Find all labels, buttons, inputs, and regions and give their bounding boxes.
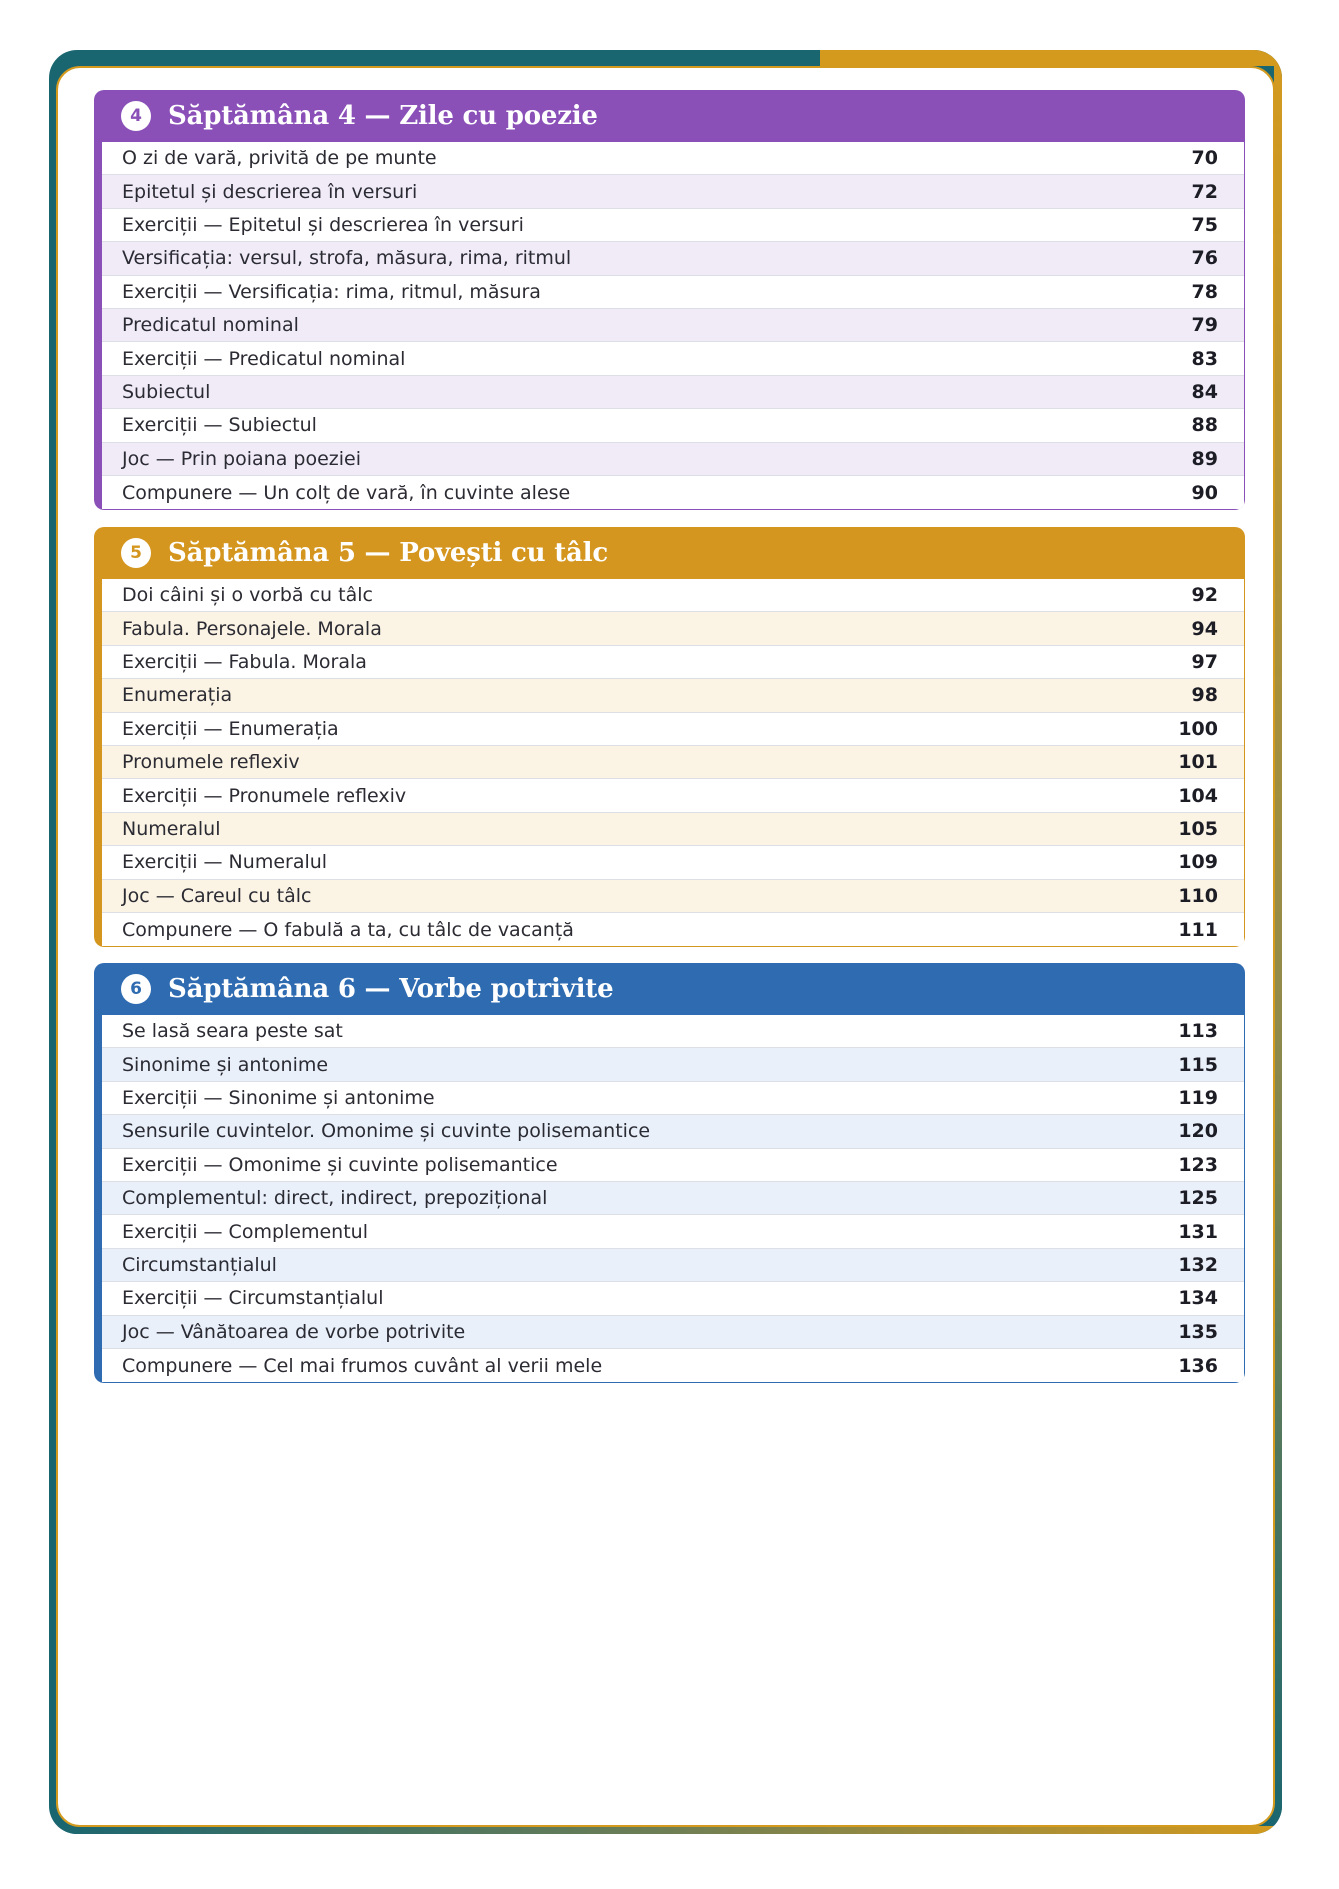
entry-page: 94	[1191, 617, 1218, 640]
entry-title: Doi câini și o vorbă cu tâlc	[122, 584, 373, 607]
section-entries	[94, 1015, 1245, 1383]
toc-entry[interactable]	[102, 1316, 1244, 1349]
entry-page: 115	[1178, 1053, 1218, 1076]
entry-page: 131	[1178, 1220, 1218, 1243]
entry-page: 132	[1178, 1253, 1218, 1276]
frame-bottom-edge	[49, 1826, 1282, 1834]
entry-title: Exerciții — Sinonime și antonime	[122, 1086, 435, 1109]
entry-title: Joc — Prin poiana poeziei	[122, 447, 361, 470]
entry-page: 70	[1191, 147, 1218, 170]
section-header	[94, 90, 1245, 142]
toc-entry[interactable]	[102, 1082, 1244, 1115]
entry-page: 134	[1178, 1287, 1218, 1310]
entry-title: Subiectul	[122, 380, 211, 403]
entry-page: 119	[1178, 1086, 1218, 1109]
toc-entry[interactable]	[102, 746, 1244, 779]
entry-page: 72	[1191, 180, 1218, 203]
entry-title: Numeralul	[122, 817, 221, 840]
entry-title: Exerciții — Fabula. Morala	[122, 650, 367, 673]
toc-entry[interactable]	[102, 713, 1244, 746]
toc-entry[interactable]	[102, 1349, 1244, 1382]
toc-entry[interactable]	[102, 1115, 1244, 1148]
entry-page: 110	[1178, 884, 1218, 907]
entry-title: Se lasă seara peste sat	[122, 1020, 343, 1043]
entry-page: 75	[1191, 213, 1218, 236]
entry-page: 136	[1178, 1354, 1218, 1377]
toc-entry[interactable]	[102, 1282, 1244, 1315]
frame-right-edge	[1274, 50, 1282, 1834]
entry-title: Enumerația	[122, 684, 233, 707]
toc-entry[interactable]	[102, 880, 1244, 913]
section-entries	[94, 142, 1245, 510]
section-number-badge: 4	[121, 101, 151, 131]
entry-title: Epitetul și descrierea în versuri	[122, 180, 418, 203]
entry-page: 104	[1178, 784, 1218, 807]
entry-title: Compunere — Cel mai frumos cuvânt al verii mele	[122, 1354, 603, 1377]
toc-entry[interactable]	[102, 1215, 1244, 1248]
entry-title: O zi de vară, privită de pe munte	[122, 147, 437, 170]
entry-title: Complementul: direct, indirect, prepozițional	[122, 1187, 548, 1210]
toc-entry[interactable]	[102, 443, 1244, 476]
entry-page: 76	[1191, 247, 1218, 270]
toc-entry[interactable]	[102, 376, 1244, 409]
toc-entry[interactable]	[102, 779, 1244, 812]
section-title: Săptămâna 4 — Zile cu poezie	[168, 101, 598, 131]
entry-title: Exerciții — Versificația: rima, ritmul, măsura	[122, 280, 541, 303]
toc-entry[interactable]	[102, 1048, 1244, 1081]
toc-entry[interactable]	[102, 142, 1244, 175]
toc-entry[interactable]	[102, 913, 1244, 946]
toc-entry[interactable]	[102, 1249, 1244, 1282]
toc-entry[interactable]	[102, 409, 1244, 442]
toc-entry[interactable]	[102, 1182, 1244, 1215]
entry-title: Exerciții — Complementul	[122, 1220, 368, 1243]
entry-title: Exerciții — Predicatul nominal	[122, 347, 406, 370]
entry-page: 92	[1191, 584, 1218, 607]
entry-title: Compunere — O fabulă a ta, cu tâlc de vacanță	[122, 918, 574, 941]
toc-entry[interactable]	[102, 612, 1244, 645]
toc-entry[interactable]	[102, 309, 1244, 342]
entry-page: 88	[1191, 414, 1218, 437]
entry-title: Joc — Vânătoarea de vorbe potrivite	[122, 1320, 466, 1343]
section-number-badge: 5	[121, 538, 151, 568]
entry-title: Versificația: versul, strofa, măsura, rima, ritmul	[122, 247, 572, 270]
toc-entry[interactable]	[102, 276, 1244, 309]
toc-entry[interactable]	[102, 579, 1244, 612]
entry-title: Exerciții — Enumerația	[122, 717, 339, 740]
toc-entry[interactable]	[102, 813, 1244, 846]
frame-top-accent-strip	[820, 50, 1282, 66]
entry-page: 120	[1178, 1120, 1218, 1143]
section-header	[94, 527, 1245, 579]
entry-title: Exerciții — Pronumele reflexiv	[122, 784, 407, 807]
toc-entry[interactable]	[102, 1149, 1244, 1182]
entry-title: Fabula. Personajele. Morala	[122, 617, 382, 640]
entry-page: 78	[1191, 280, 1218, 303]
entry-page: 101	[1178, 751, 1218, 774]
entry-page: 125	[1178, 1187, 1218, 1210]
week-section	[94, 963, 1245, 1383]
entry-title: Pronumele reflexiv	[122, 751, 300, 774]
entry-title: Sinonime și antonime	[122, 1053, 329, 1076]
entry-page: 89	[1191, 447, 1218, 470]
entry-page: 97	[1191, 650, 1218, 673]
section-title: Săptămâna 6 — Vorbe potrivite	[168, 974, 614, 1004]
entry-page: 83	[1191, 347, 1218, 370]
entry-page: 79	[1191, 314, 1218, 337]
entry-page: 109	[1178, 851, 1218, 874]
section-header	[94, 963, 1245, 1015]
entry-page: 105	[1178, 817, 1218, 840]
entry-title: Exerciții — Subiectul	[122, 414, 317, 437]
section-entries	[94, 579, 1245, 947]
entry-page: 84	[1191, 380, 1218, 403]
entry-title: Compunere — Un colț de vară, în cuvinte alese	[122, 481, 571, 504]
entry-page: 135	[1178, 1320, 1218, 1343]
entry-title: Exerciții — Numeralul	[122, 851, 328, 874]
entry-title: Predicatul nominal	[122, 314, 299, 337]
entry-page: 100	[1178, 717, 1218, 740]
toc-entry[interactable]	[102, 1015, 1244, 1048]
toc-entry[interactable]	[102, 646, 1244, 679]
entry-page: 90	[1191, 481, 1218, 504]
week-section	[94, 90, 1245, 510]
entry-page: 111	[1178, 918, 1218, 941]
entry-title: Joc — Careul cu tâlc	[122, 884, 312, 907]
section-title: Săptămâna 5 — Povești cu tâlc	[168, 538, 608, 568]
section-number-badge: 6	[121, 974, 151, 1004]
toc-entry[interactable]	[102, 209, 1244, 242]
entry-page: 113	[1178, 1020, 1218, 1043]
toc-entry[interactable]	[102, 242, 1244, 275]
entry-title: Exerciții — Epitetul și descrierea în versuri	[122, 213, 524, 236]
entry-title: Exerciții — Omonime și cuvinte polisemantice	[122, 1153, 558, 1176]
toc-entry[interactable]	[102, 342, 1244, 375]
entry-page: 123	[1178, 1153, 1218, 1176]
entry-title: Sensurile cuvintelor. Omonime și cuvinte polisemantice	[122, 1120, 651, 1143]
entry-title: Circumstanțialul	[122, 1253, 277, 1276]
entry-page: 98	[1191, 684, 1218, 707]
entry-title: Exerciții — Circumstanțialul	[122, 1287, 384, 1310]
week-section	[94, 527, 1245, 947]
toc-entry[interactable]	[102, 175, 1244, 208]
toc-entry[interactable]	[102, 846, 1244, 879]
toc-entry[interactable]	[102, 476, 1244, 509]
toc-entry[interactable]	[102, 679, 1244, 712]
